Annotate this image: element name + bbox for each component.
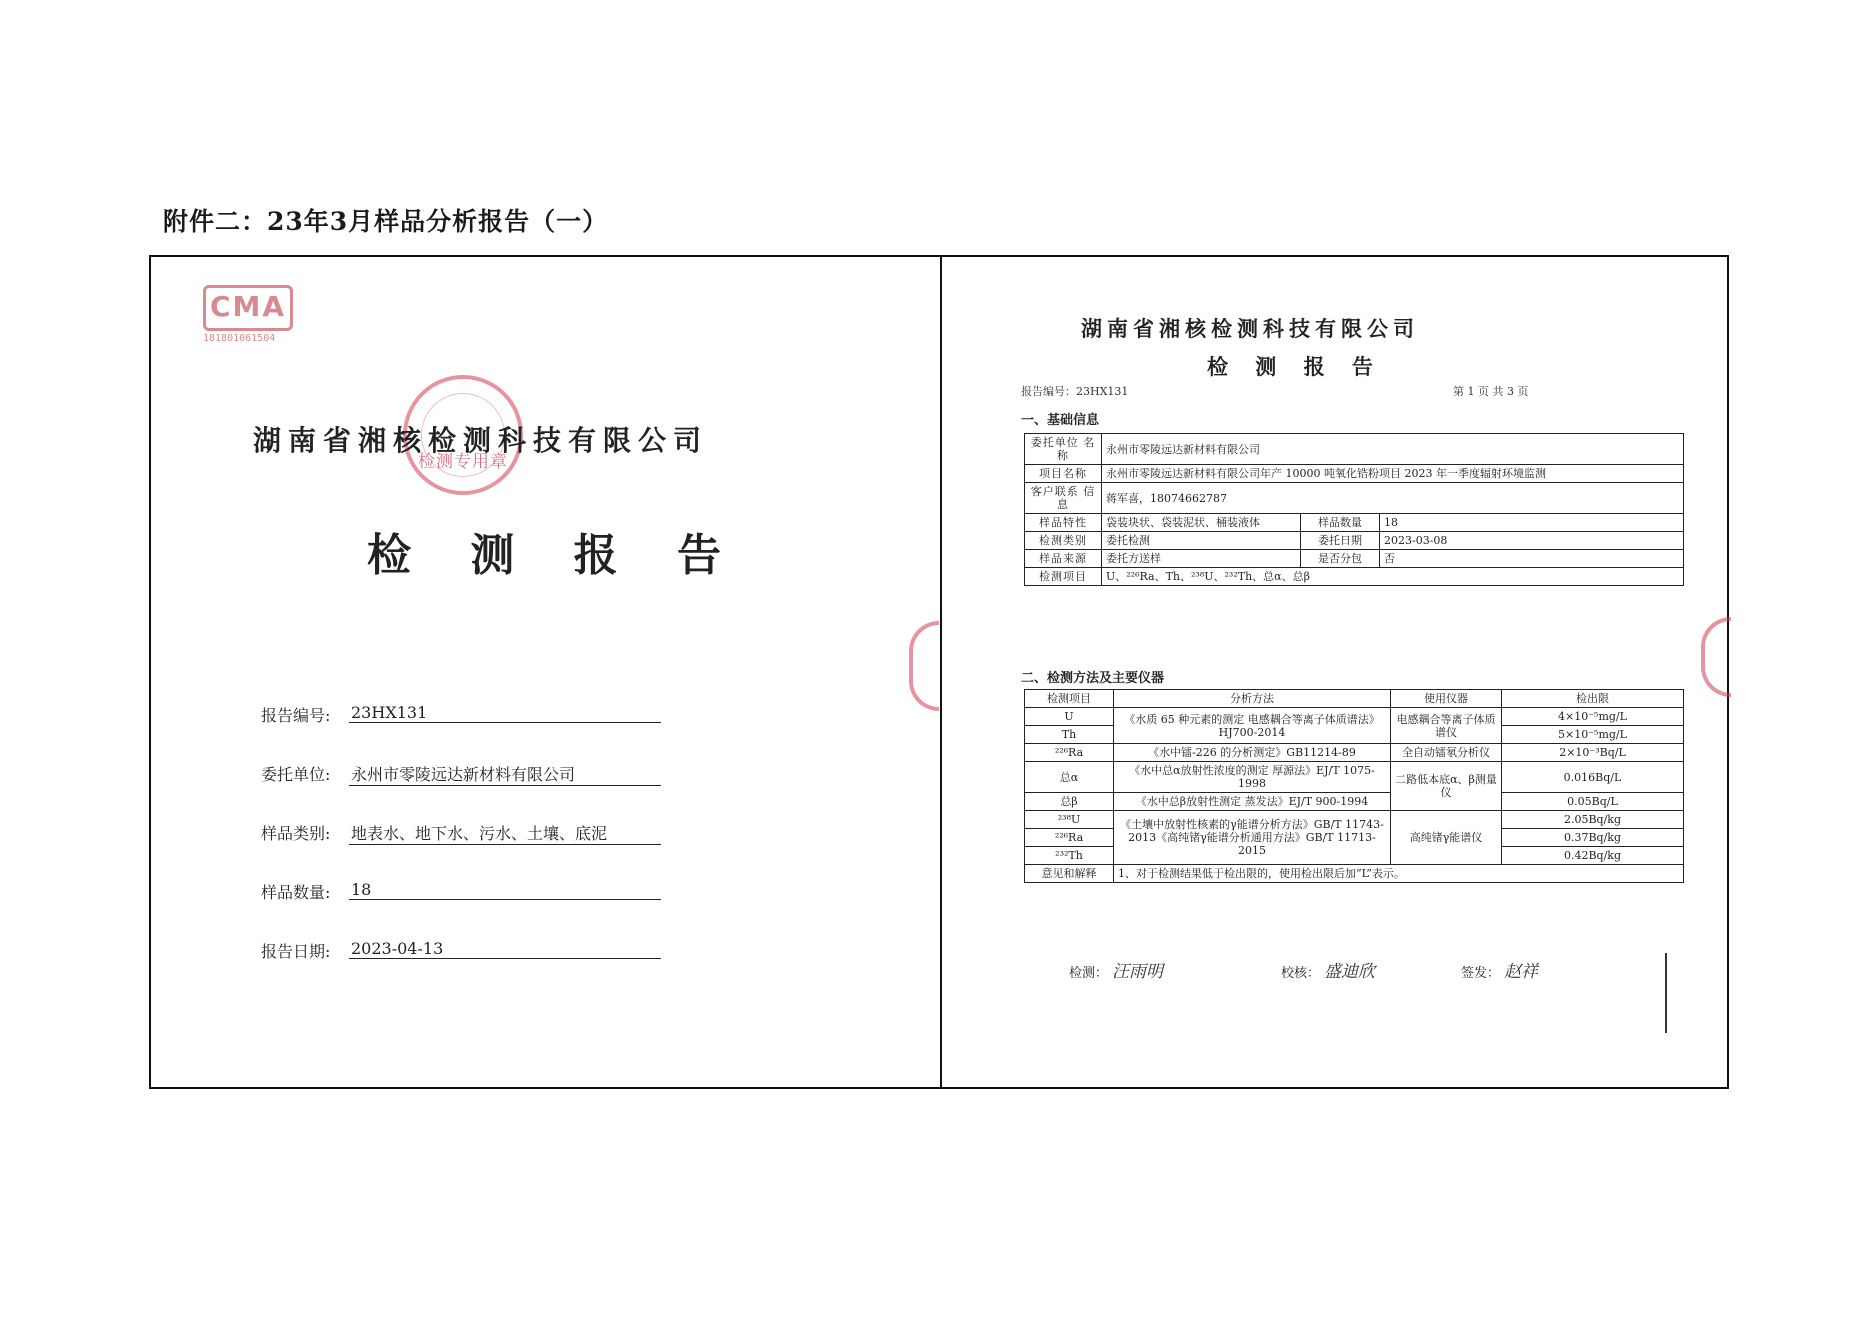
edge-seal-left [909, 621, 939, 711]
report-title: 检 测 报 告 [1207, 354, 1383, 379]
cell-value: 蒋军喜，18074662787 [1102, 483, 1684, 514]
cover-company-name: 湖南省湘核检测科技有限公司 [253, 424, 709, 457]
signature-label: 签发： [1461, 966, 1501, 981]
signature-approver [1461, 957, 1538, 982]
table-row [1025, 550, 1684, 568]
field-label: 报告日期: [261, 942, 331, 961]
cell-instrument: 高纯锗γ能谱仪 [1391, 811, 1502, 865]
handwritten-signature: 汪雨明 [1112, 962, 1164, 982]
methods-table [1024, 689, 1684, 883]
column-header: 检测项目 [1025, 690, 1114, 708]
cell-label: 样品来源 [1025, 550, 1102, 568]
cell-label: 样品数量 [1301, 514, 1380, 532]
cell-method: 《水中总α放射性浓度的测定 厚源法》EJ/T 1075-1998 [1114, 762, 1391, 793]
signature-label: 校核： [1281, 966, 1321, 981]
field-label: 样品类别: [261, 824, 331, 843]
field-label: 委托单位: [261, 765, 331, 784]
signature-label: 检测： [1069, 966, 1109, 981]
cell-value: U、²²⁶Ra、Th、²³⁸U、²³²Th、总α、总β [1102, 568, 1684, 586]
cell-value: 永州市零陵远达新材料有限公司 [1102, 434, 1684, 465]
cell-value: 否 [1380, 550, 1684, 568]
basic-info-table [1024, 433, 1684, 586]
cell-item: 总β [1025, 793, 1114, 811]
cell-item: Th [1025, 726, 1114, 744]
cover-field-report-date [261, 939, 444, 962]
section-methods: 二、检测方法及主要仪器 [1021, 671, 1165, 686]
cell-limit: 0.05Bq/L [1502, 793, 1684, 811]
cell-limit: 4×10⁻⁵mg/L [1502, 708, 1684, 726]
field-label: 样品数量: [261, 883, 331, 902]
handwritten-signature: 赵祥 [1504, 962, 1539, 982]
table-row [1025, 708, 1684, 726]
cell-label: 检测类别 [1025, 532, 1102, 550]
cell-method: 《水质 65 种元素的测定 电感耦合等离子体质谱法》HJ700-2014 [1114, 708, 1391, 744]
cma-number: 181801061504 [203, 333, 276, 344]
cell-note: 1、对于检测结果低于检出限的，使用检出限后加“L”表示。 [1114, 865, 1684, 883]
cell-value: 2023-03-08 [1380, 532, 1684, 550]
cell-value: 委托检测 [1102, 532, 1301, 550]
table-row [1025, 465, 1684, 483]
attachment-heading: 附件二：23年3月样品分析报告（一） [163, 207, 609, 236]
section-basic-info: 一、基础信息 [1021, 413, 1100, 428]
page-divider [940, 257, 942, 1087]
cell-limit: 5×10⁻⁵mg/L [1502, 726, 1684, 744]
signature-tester [1069, 957, 1163, 982]
column-header: 使用仪器 [1391, 690, 1502, 708]
edge-seal-right [1701, 617, 1731, 697]
table-row [1025, 793, 1684, 811]
table-row [1025, 483, 1684, 514]
cover-title: 检 测 报 告 [367, 530, 743, 581]
cell-instrument: 二路低本底α、β测量仪 [1391, 762, 1502, 811]
cell-limit: 0.016Bq/L [1502, 762, 1684, 793]
table-row [1025, 532, 1684, 550]
field-value: 18 [349, 880, 661, 900]
cell-instrument: 电感耦合等离子体质谱仪 [1391, 708, 1502, 744]
cell-method: 《水中总β放射性测定 蒸发法》EJ/T 900-1994 [1114, 793, 1391, 811]
field-value: 永州市零陵远达新材料有限公司 [349, 762, 661, 786]
cell-label: 意见和解释 [1025, 865, 1114, 883]
cover-field-sample-type [261, 821, 608, 844]
cell-label: 检测项目 [1025, 568, 1102, 586]
cell-limit: 2×10⁻³Bq/L [1502, 744, 1684, 762]
cover-field-report-no [261, 703, 428, 726]
cell-instrument: 全自动镭氡分析仪 [1391, 744, 1502, 762]
cell-method: 《土壤中放射性核素的γ能谱分析方法》GB/T 11743-2013《高纯锗γ能谱分析通用方法》GB/T 11713-2015 [1114, 811, 1391, 865]
report-company-name: 湖南省湘核检测科技有限公司 [1081, 316, 1419, 341]
cover-field-client [261, 762, 576, 785]
table-row [1025, 865, 1684, 883]
field-label: 报告编号: [261, 706, 331, 725]
cell-item: ²³⁸U [1025, 811, 1114, 829]
field-value: 2023-04-13 [349, 939, 661, 959]
table-row [1025, 811, 1684, 829]
cma-mark: CMA [203, 285, 293, 331]
cover-field-sample-qty [261, 880, 372, 903]
cell-label: 样品特性 [1025, 514, 1102, 532]
cell-item: U [1025, 708, 1114, 726]
cell-limit: 2.05Bq/kg [1502, 811, 1684, 829]
cell-value: 18 [1380, 514, 1684, 532]
table-header-row [1025, 690, 1684, 708]
handwritten-signature: 盛迪欣 [1324, 962, 1376, 982]
cell-label: 委托日期 [1301, 532, 1380, 550]
cell-label: 项目名称 [1025, 465, 1102, 483]
table-row [1025, 762, 1684, 793]
cell-item: ²²⁶Ra [1025, 744, 1114, 762]
page-indicator: 第 1 页 共 3 页 [1453, 385, 1529, 398]
signature-stroke [1665, 953, 1667, 1033]
cell-limit: 0.37Bq/kg [1502, 829, 1684, 847]
cell-method: 《水中镭-226 的分析测定》GB11214-89 [1114, 744, 1391, 762]
cell-label: 委托单位 名 称 [1025, 434, 1102, 465]
cell-value: 永州市零陵远达新材料有限公司年产 10000 吨氧化锆粉项目 2023 年一季度辐射环境监测 [1102, 465, 1684, 483]
cell-value: 委托方送样 [1102, 550, 1301, 568]
cell-item: ²²⁶Ra [1025, 829, 1114, 847]
column-header: 分析方法 [1114, 690, 1391, 708]
table-row [1025, 744, 1684, 762]
report-number: 报告编号：23HX131 [1021, 385, 1129, 398]
cell-label: 是否分包 [1301, 550, 1380, 568]
cell-limit: 0.42Bq/kg [1502, 847, 1684, 865]
signature-reviewer [1281, 957, 1375, 982]
cell-label: 客户联系 信 息 [1025, 483, 1102, 514]
column-header: 检出限 [1502, 690, 1684, 708]
cma-logo [203, 285, 293, 344]
table-row [1025, 514, 1684, 532]
field-value: 23HX131 [349, 703, 661, 723]
field-value: 地表水、地下水、污水、土壤、底泥 [349, 821, 661, 845]
cell-item: 总α [1025, 762, 1114, 793]
report-scan-frame [149, 255, 1729, 1089]
table-row [1025, 568, 1684, 586]
table-row [1025, 434, 1684, 465]
cell-value: 袋装块状、袋装泥状、桶装液体 [1102, 514, 1301, 532]
seal-text: 检测专用章 [418, 452, 508, 472]
cell-item: ²³²Th [1025, 847, 1114, 865]
